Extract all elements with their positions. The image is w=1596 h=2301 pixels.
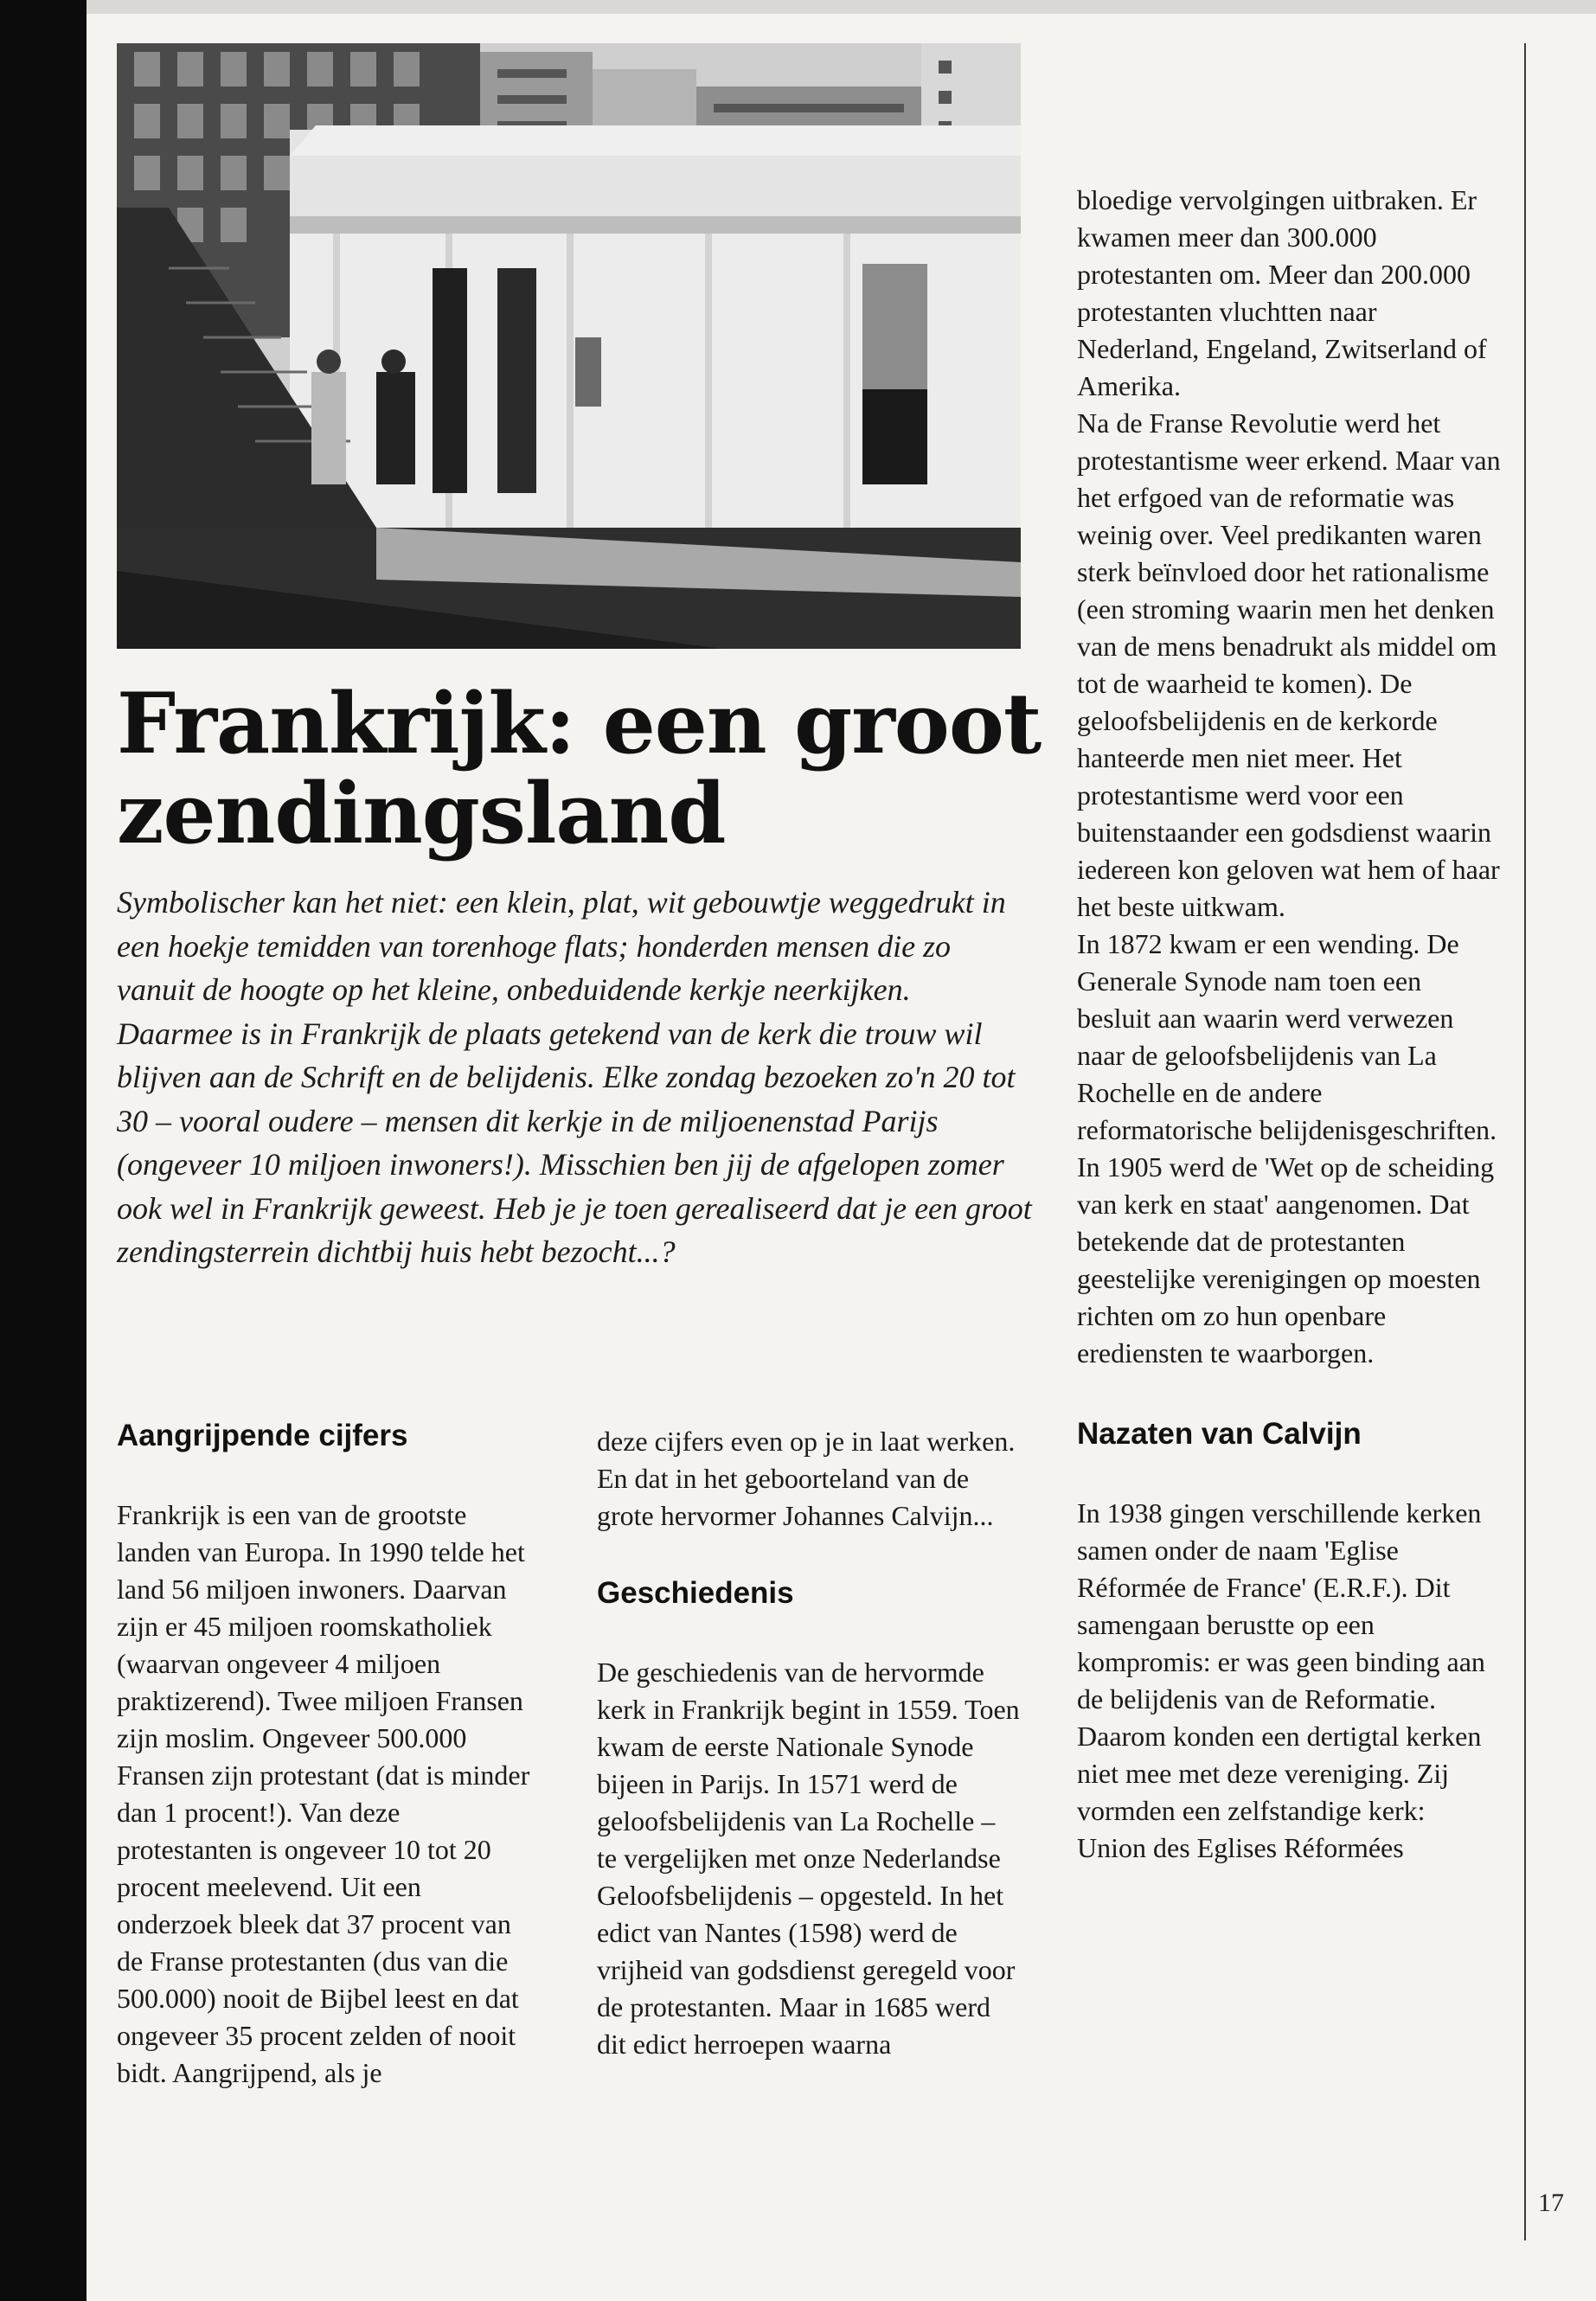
column-rule: [1524, 43, 1526, 2240]
section-heading-calvijn: Nazaten van Calvijn: [1077, 1417, 1362, 1451]
section-text-calvijn: In 1938 gingen verschillende kerken samen onder de naam 'Eglise Réformée de France' (E.R.F.). Dit samengaan berustte op een kompromis: er was geen binding aan de belijdenis van de Reformatie. Daarom konden een dertigtal kerken niet mee met deze vereniging. Zij vormden een zelfstandige kerk: Union des Eglises Réformées: [1077, 1497, 1485, 1863]
paragraph-revolutie: Na de Franse Revolutie werd het protestantisme weer erkend. Maar van het erfgoed van de reformatie was weinig over. Veel predikanten waren sterk beïnvloed door het rationalisme (een stroming waarin men het denken van de mens benadrukt als middel om tot de waarheid te komen). De geloofsbelijdenis en de kerkorde hanteerde men niet meer. Het protestantisme werd voor een buitenstaander een godsdienst waarin iedereen kon geloven wat hem of haar het beste uitkwam.: [1077, 407, 1501, 922]
page-number: 17: [1538, 2189, 1564, 2217]
section-text-cijfers: Frankrijk is een van de grootste landen van Europa. In 1990 telde het land 56 miljoen inwoners. Daarvan zijn er 45 miljoen roomskatholiek (waarvan ongeveer 4 miljoen praktizerend). Twee miljoen Fransen zijn moslim. Ongeveer 500.000 Fransen zijn protestant (dat is minder dan 1 procent!). Van deze protestanten is ongeveer 10 tot 20 procent meelevend. Uit een onderzoek bleek dat 37 procent van de Franse protestanten (dus van die 500.000) nooit de Bijbel leest en dat ongeveer 35 procent zelden of nooit bidt. Aangrijpend, als je: [117, 1499, 530, 2088]
article-title: Frankrijk: een groot zendingsland: [117, 675, 1042, 862]
column-3: [1077, 182, 1501, 1867]
section-heading-cijfers: Aangrijpende cijfers: [117, 1419, 408, 1452]
paragraph-vervolgingen: bloedige vervolgingen uitbraken. Er kwamen meer dan 300.000 protestanten om. Meer dan 200.000 protestanten vluchtten naar Nederland, Engeland, Zwitserland of Amerika.: [1077, 184, 1487, 401]
paragraph-wending: In 1872 kwam er een wending. De Generale Synode nam toen een besluit aan waarin werd verwezen naar de geloofsbelijdenis van La Rochelle en de andere reformatorische belijdenisgeschriften. In 1905 werd de 'Wet op de scheiding van kerk en staat' aangenomen. Dat betekende dat de protestanten geestelijke verenigingen op moesten richten om zo hun openbare erediensten te waarborgen.: [1077, 928, 1497, 1368]
column-1: [117, 1419, 541, 2092]
scan-top-edge: [87, 0, 1596, 14]
article-intro: Symbolischer kan het niet: een klein, plat, wit gebouwtje weggedrukt in een hoekje temidden van torenhoge flats; honderden mensen die zo vanuit de hoogte op het kleine, onbeduidende kerkje neerkijken. Daarmee is in Frankrijk de plaats getekend van de kerk die trouw wil blijven aan de Schrift en de belijdenis. Elke zondag bezoeken zo'n 20 tot 30 – vooral oudere – mensen dit kerkje in de miljoenenstad Parijs (ongeveer 10 miljoen inwoners!). Misschien ben jij de afgelopen zomer ook wel in Frankrijk geweest. Heb je je toen gerealiseerd dat je een groot zendingsterrein dichtbij huis hebt bezocht...?: [117, 885, 1032, 1269]
article-photo: [117, 43, 1021, 649]
scan-edge: [0, 0, 87, 2301]
column-2: [597, 1423, 1021, 2063]
section-text-geschiedenis: De geschiedenis van de hervormde kerk in Frankrijk begint in 1559. Toen kwam de eerste Nationale Synode bijeen in Parijs. In 1571 werd de geloofsbelijdenis van La Rochelle – te vergelijken met onze Nederlandse Geloofsbelijdenis – opgesteld. In het edict van Nantes (1598) werd de vrijheid van godsdienst geregeld voor de protestanten. Maar in 1685 werd dit edict herroepen waarna: [597, 1657, 1020, 2060]
section-heading-geschiedenis: Geschiedenis: [597, 1576, 794, 1610]
continued-text: deze cijfers even op je in laat werken. En dat in het geboorteland van de grote hervormer Johannes Calvijn...: [597, 1426, 1016, 1531]
